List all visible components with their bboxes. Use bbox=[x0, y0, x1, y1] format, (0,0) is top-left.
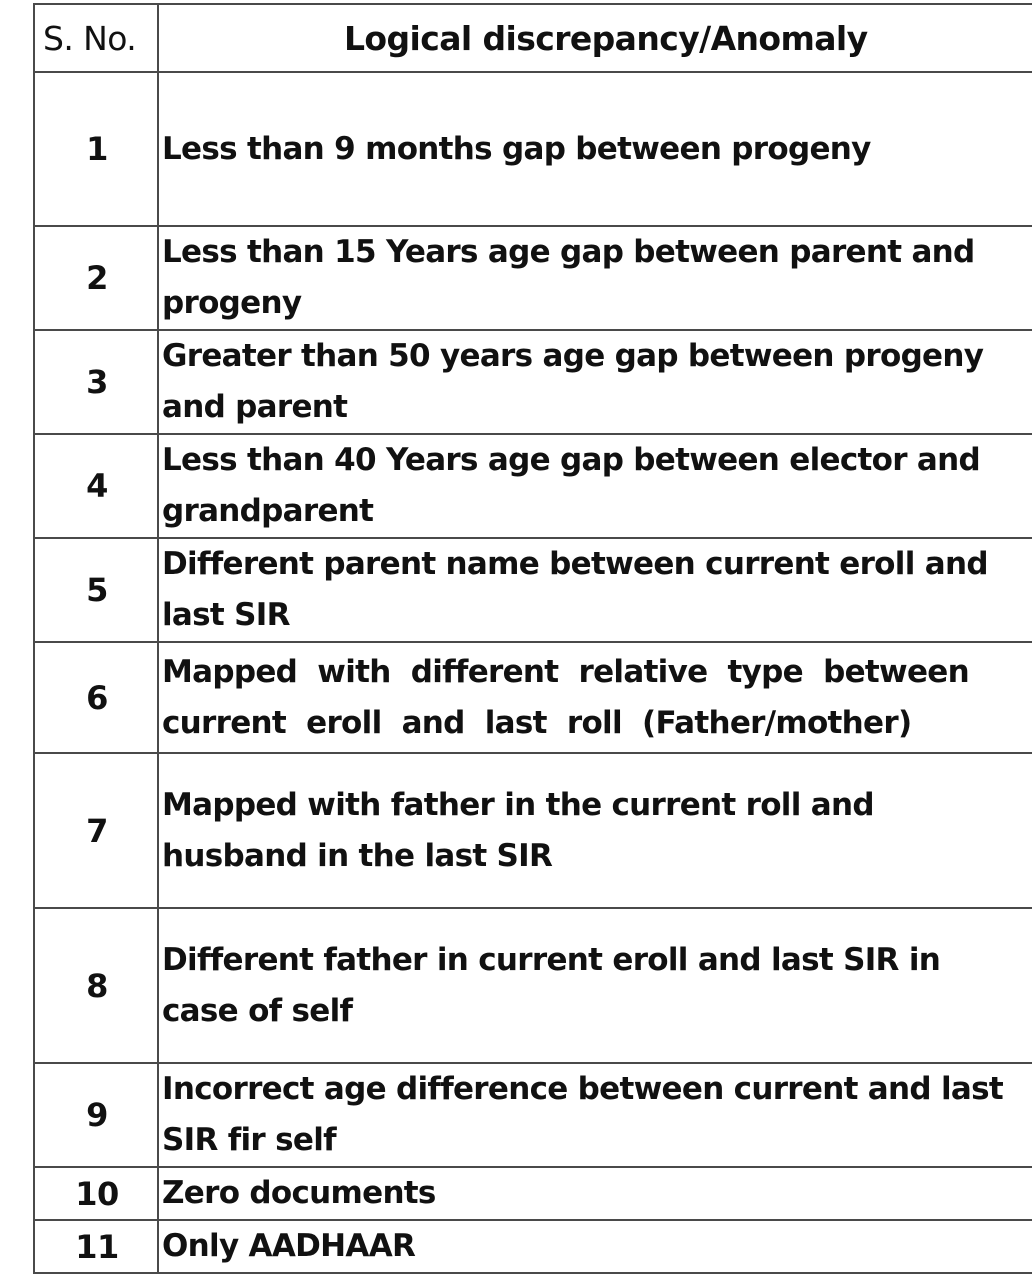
description-line: Greater than 50 years age gap between progeny bbox=[162, 338, 984, 374]
row-number: 5 bbox=[34, 538, 158, 642]
table-row bbox=[34, 642, 1032, 753]
description-line: current eroll and last roll (Father/mother) bbox=[162, 704, 912, 741]
description-line: case of self bbox=[162, 992, 353, 1029]
row-description bbox=[158, 434, 1032, 538]
row-description bbox=[158, 642, 1032, 753]
row-number: 2 bbox=[34, 226, 158, 330]
description-line: Mapped with father in the current roll and bbox=[162, 786, 874, 823]
description-line: Incorrect age difference between current and last bbox=[162, 1071, 1003, 1107]
row-description bbox=[158, 908, 1032, 1063]
row-number: 1 bbox=[34, 72, 158, 226]
row-number: 8 bbox=[34, 908, 158, 1063]
table-row bbox=[34, 226, 1032, 330]
table-row bbox=[34, 434, 1032, 538]
anomaly-table-container bbox=[33, 3, 1032, 1274]
description-line: and parent bbox=[162, 389, 348, 425]
row-description bbox=[158, 538, 1032, 642]
row-description bbox=[158, 1063, 1032, 1167]
row-number: 11 bbox=[34, 1220, 158, 1273]
description-line: Only AADHAAR bbox=[162, 1228, 416, 1264]
anomaly-table bbox=[33, 3, 1032, 1274]
row-number: 6 bbox=[34, 642, 158, 753]
table-row bbox=[34, 1220, 1032, 1273]
table-row bbox=[34, 753, 1032, 908]
description-line: Different parent name between current eroll and bbox=[162, 546, 988, 582]
row-description bbox=[158, 1220, 1032, 1273]
table-row bbox=[34, 908, 1032, 1063]
description-line: last SIR bbox=[162, 597, 290, 633]
header-row bbox=[34, 4, 1032, 72]
discrepancy-header: Logical discrepancy/Anomaly bbox=[158, 4, 1032, 72]
description-line: husband in the last SIR bbox=[162, 837, 553, 874]
row-description bbox=[158, 72, 1032, 226]
description-line: progeny bbox=[162, 285, 302, 321]
table-row bbox=[34, 538, 1032, 642]
row-number: 4 bbox=[34, 434, 158, 538]
serial-number-header: S. No. bbox=[34, 4, 158, 72]
description-line: grandparent bbox=[162, 493, 374, 529]
row-description bbox=[158, 330, 1032, 434]
row-description bbox=[158, 1167, 1032, 1220]
description-line: Mapped with different relative type between bbox=[162, 653, 969, 690]
row-number: 3 bbox=[34, 330, 158, 434]
row-description bbox=[158, 226, 1032, 330]
description-line: Less than 15 Years age gap between parent and bbox=[162, 234, 975, 270]
table-row bbox=[34, 330, 1032, 434]
row-description bbox=[158, 753, 1032, 908]
table-row bbox=[34, 1063, 1032, 1167]
table-row bbox=[34, 72, 1032, 226]
description-line: Less than 9 months gap between progeny bbox=[162, 130, 871, 167]
description-line: Zero documents bbox=[162, 1175, 436, 1211]
row-number: 9 bbox=[34, 1063, 158, 1167]
description-line: SIR fir self bbox=[162, 1122, 336, 1158]
description-line: Less than 40 Years age gap between elector and bbox=[162, 442, 980, 478]
row-number: 7 bbox=[34, 753, 158, 908]
table-row bbox=[34, 1167, 1032, 1220]
description-line: Different father in current eroll and last SIR in bbox=[162, 941, 941, 978]
row-number: 10 bbox=[34, 1167, 158, 1220]
